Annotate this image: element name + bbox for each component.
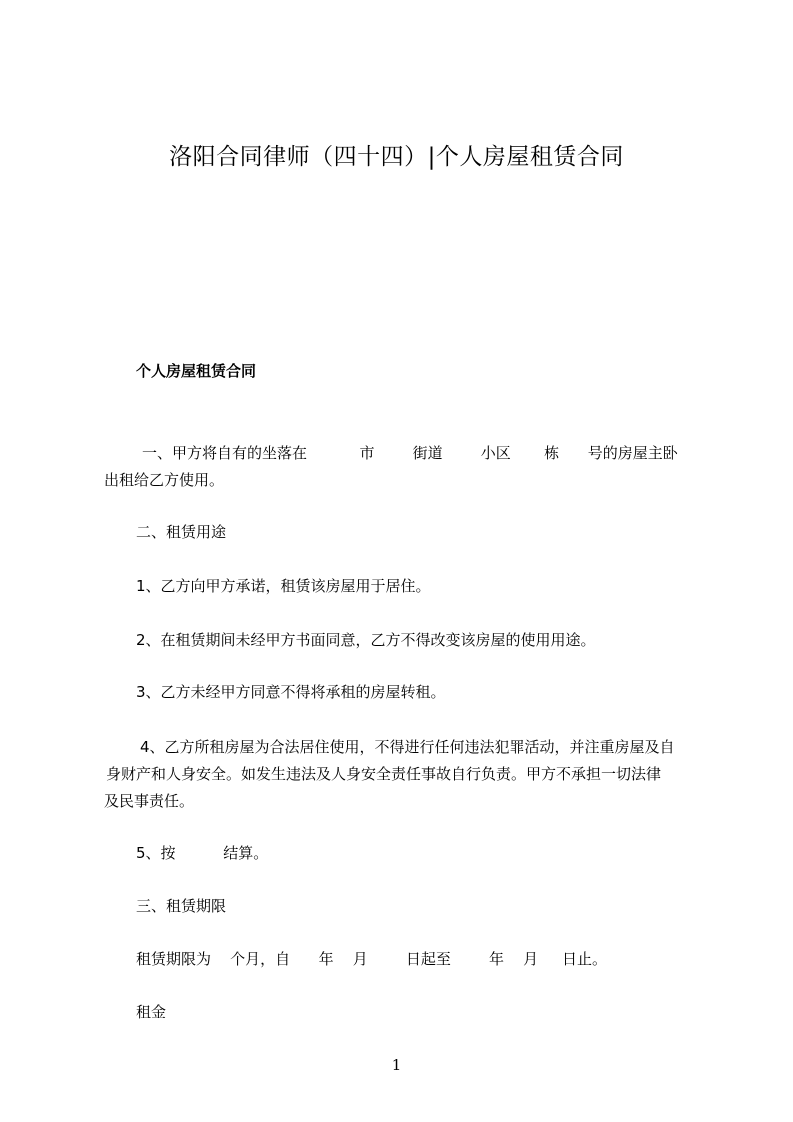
- page-number: 1: [391, 1056, 402, 1074]
- clause-item-4-line1: 4、乙方所租房屋为合法居住使用，不得进行任何违法犯罪活动，并注重房屋及自: [140, 738, 675, 756]
- clause-item-1: 1、乙方向甲方承诺，租赁该房屋用于居住。: [136, 577, 431, 595]
- contract-subtitle: 个人房屋租赁合同: [136, 362, 257, 380]
- section1-line1: 一、甲方将自有的坐落在 市 街道 小区 栋 号的房屋主卧: [142, 444, 678, 462]
- section2-heading: 二、租赁用途: [136, 523, 227, 541]
- page-title: 洛阳合同律师（四十四）|个人房屋租赁合同: [169, 144, 624, 170]
- clause-item-2: 2、在租赁期间未经甲方书面同意，乙方不得改变该房屋的使用用途。: [136, 631, 596, 649]
- clause-item-4-line3: 及民事责任。: [104, 792, 195, 810]
- clause-item-3: 3、乙方未经甲方同意不得将承租的房屋转租。: [136, 683, 446, 701]
- rent-label: 租金: [136, 1003, 167, 1021]
- section1-line2: 出租给乙方使用。: [104, 471, 225, 489]
- section3-heading: 三、租赁期限: [136, 897, 227, 915]
- clause-item-5: 5、按 结算。: [136, 844, 269, 862]
- clause-item-4-line2: 身财产和人身安全。如发生违法及人身安全责任事故自行负责。甲方不承担一切法律: [106, 765, 662, 783]
- lease-term-line: 租赁期限为 个月，自 年 月 日起至 年 月 日止。: [136, 950, 607, 968]
